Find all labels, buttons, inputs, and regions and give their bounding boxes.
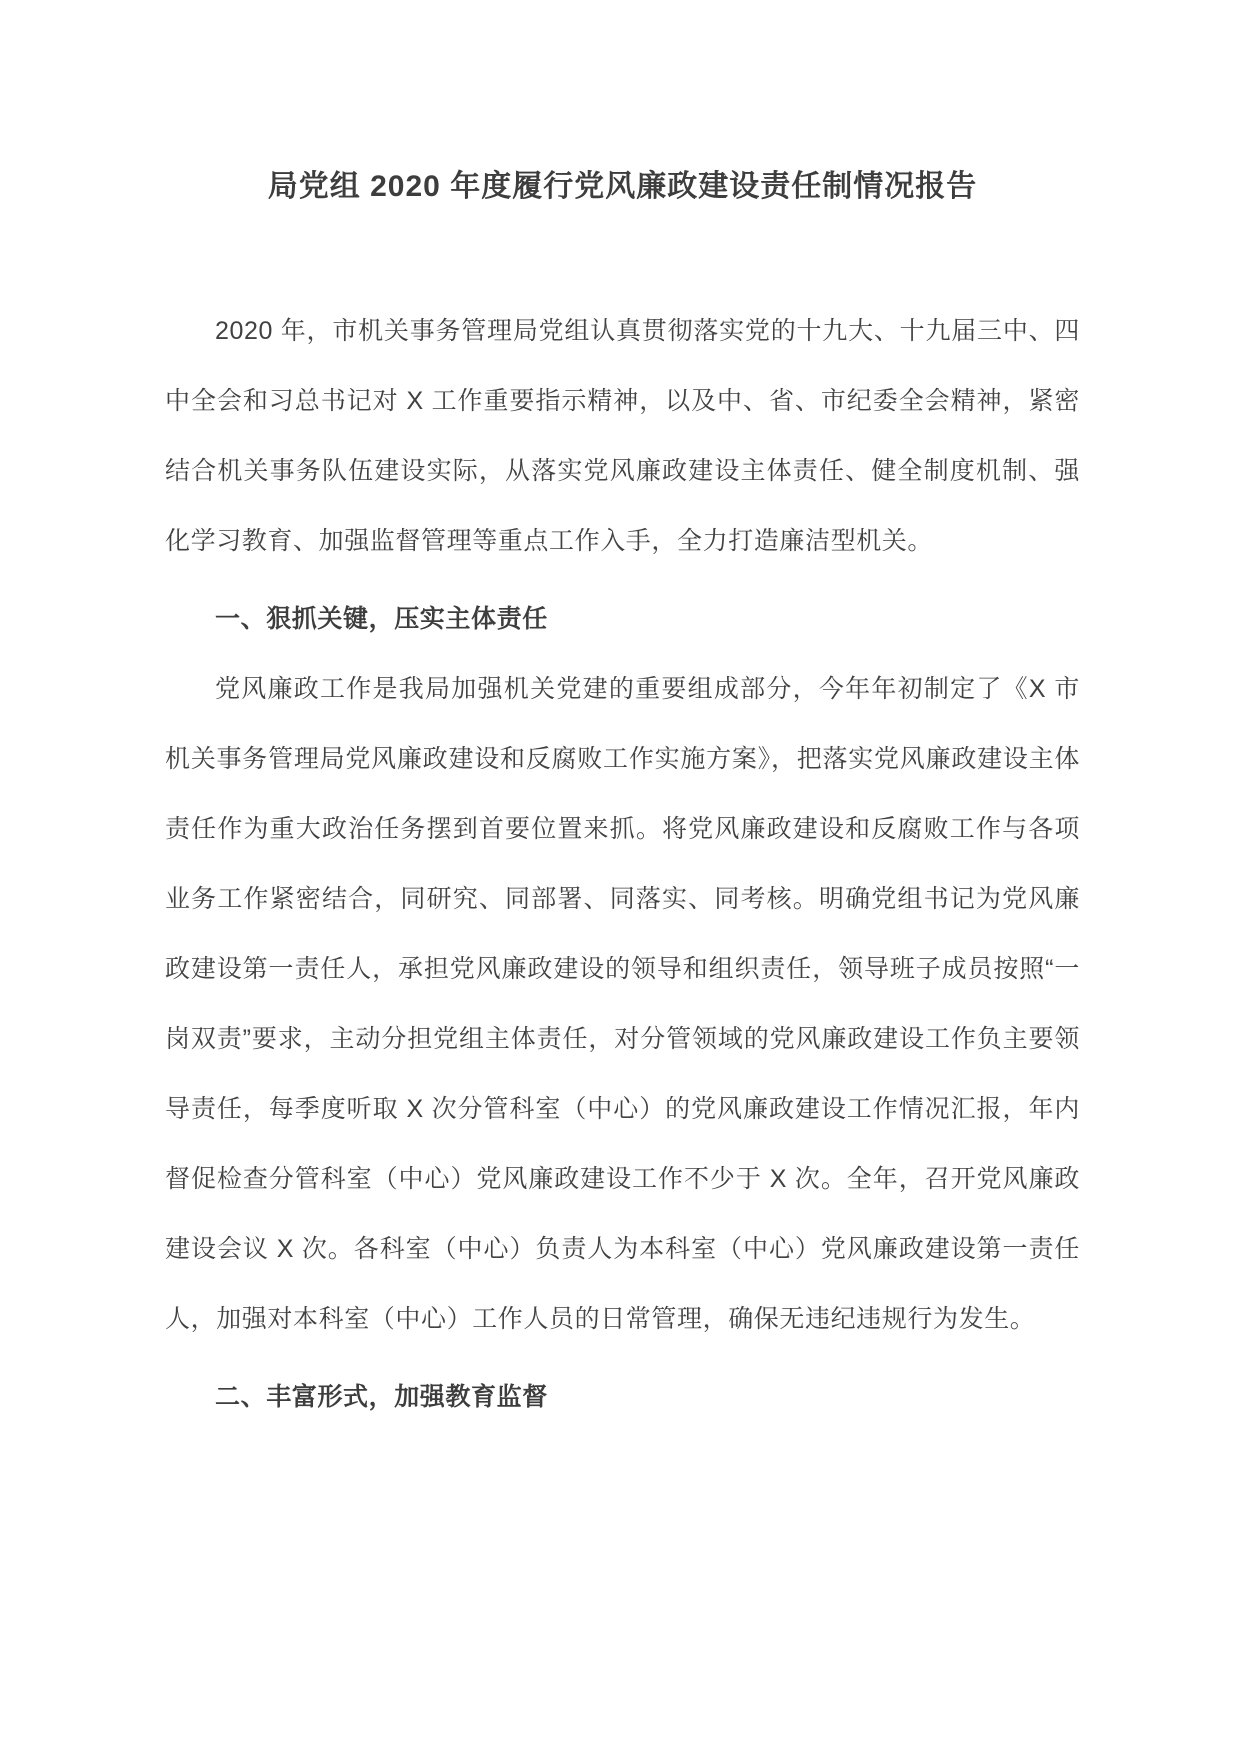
- paragraph-intro: 2020 年，市机关事务管理局党组认真贯彻落实党的十九大、十九届三中、四中全会和习总书记对 X 工作重要指示精神，以及中、省、市纪委全会精神，紧密结合机关事务队伍建设实际，从落实党风廉政建设主体责任、健全制度机制、强化学习教育、加强监督管理等重点工作入手，全力打造廉洁型机关。: [165, 317, 1080, 555]
- paragraph-section-1: 党风廉政工作是我局加强机关党建的重要组成部分，今年年初制定了《X 市机关事务管理局党风廉政建设和反腐败工作实施方案》，把落实党风廉政建设主体责任作为重大政治任务摆到首要位置来抓。将党风廉政建设和反腐败工作与各项业务工作紧密结合，同研究、同部署、同落实、同考核。明确党组书记为党风廉政建设第一责任人，承担党风廉政建设的领导和组织责任，领导班子成员按照“一岗双责”要求，主动分担党组主体责任，对分管领域的党风廉政建设工作负主要领导责任，每季度听取 X 次分管科室（中心）的党风廉政建设工作情况汇报，年内督促检查分管科室（中心）党风廉政建设工作不少于 X 次。全年，召开党风廉政建设会议 X 次。各科室（中心）负责人为本科室（中心）党风廉政建设第一责任人，加强对本科室（中心）工作人员的日常管理，确保无违纪违规行为发生。: [165, 675, 1080, 1333]
- document-title: 局党组 2020 年度履行党风廉政建设责任制情况报告: [267, 170, 978, 203]
- section-heading-1: 一、狠抓关键，压实主体责任: [215, 605, 548, 633]
- section-heading-2: 二、丰富形式，加强教育监督: [215, 1383, 548, 1411]
